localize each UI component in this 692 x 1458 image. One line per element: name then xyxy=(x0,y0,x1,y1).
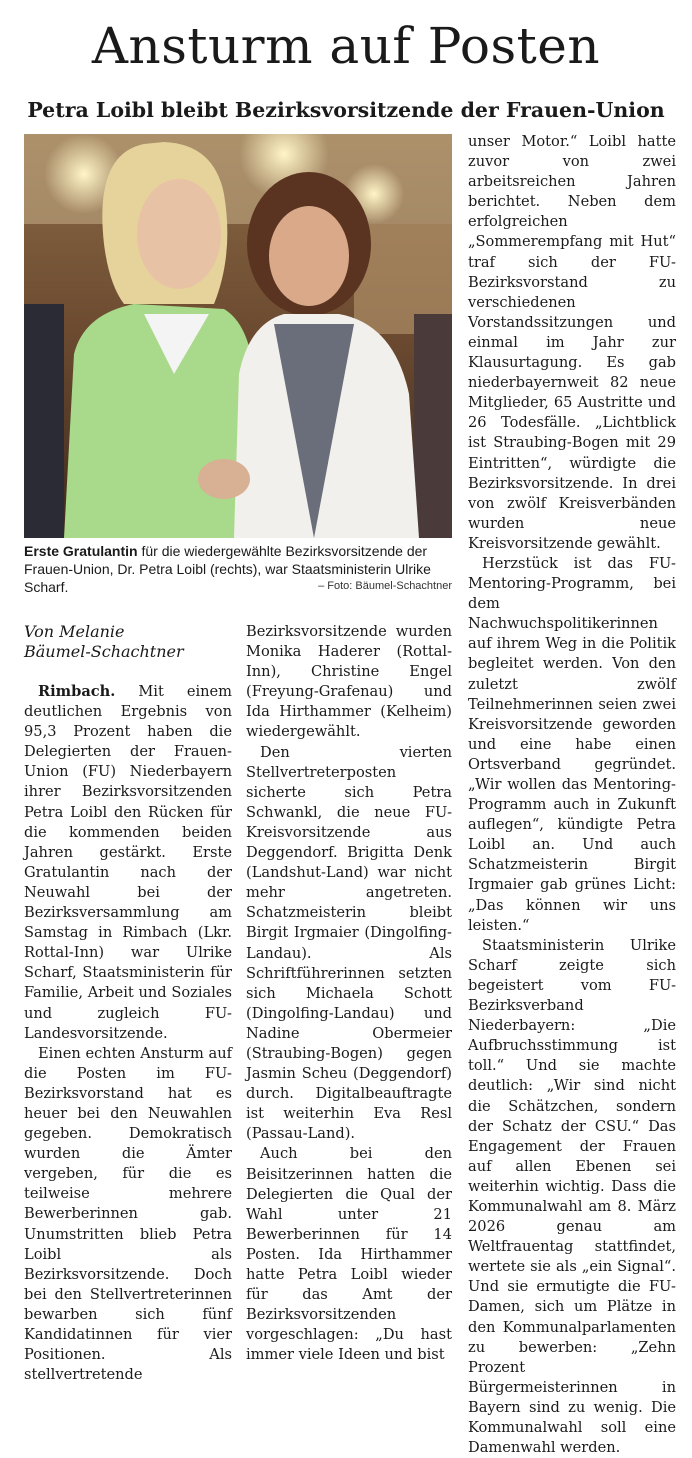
article-paragraph-6: unser Motor.“ Loibl hatte zuvor von zwei arbeitsreichen Jahren berichtet. Neben dem erfolgreichen „Sommerempfang mit Hut“ traf sich der FU-Bezirksvorstand zu verschiedenen Vorstandssitzungen und einmal im Jahr zur Klausurtagung. Es gab niederbayernweit 82 neue Mitglieder, 65 Austritte und 26 Todesfälle. „Lichtblick ist Straubing-Bogen mit 29 Eintritten“, würdigte die Bezirksvorsitzende. In drei von zwölf Kreisverbänden wurden neue Kreisvorsitzende gewählt. xyxy=(468,133,676,552)
paragraph-1-text: Mit einem deutlichen Ergebnis von 95,3 Prozent haben die Delegierten der Frauen-Union (FU) Niederbayern ihrer Bezirksvorsitzenden Petra Loibl den Rücken für die kommenden beiden Jahren gestärkt. Erste Gratulantin nach der Neuwahl bei der Bezirksversammlung am Samstag in Rimbach (Lkr. Rottal-Inn) war Ulrike Scharf, Staatsministerin für Familie, Arbeit und Soziales und zugleich FU-Landesvorsitzende. xyxy=(24,683,232,1042)
caption-text: für die wiedergewählte Bezirksvorsitzende der Frauen-Union, Dr. Petra Loibl (rechts), war Staatsministerin Ulrike Scharf. xyxy=(24,543,431,595)
article-column-3 xyxy=(468,132,676,1458)
article-paragraph-4: Den vierten Stellvertreterposten sicherte sich Petra Schwankl, die neue FU-Kreisvorsitzende aus Deggendorf. Brigitta Denk (Landshut-Land) war nicht mehr angetreten. Schatzmeisterin bleibt Birgit Irgmaier (Dingolfing-Landau). Als Schriftführerinnen setzten sich Michaela Schott (Dingolfing-Landau) und Nadine Obermeier (Straubing-Bogen) gegen Jasmin Scheu (Deggendorf) durch. Digitalbeauftragte ist weiterhin Eva Resl (Passau-Land). xyxy=(246,743,452,1143)
subheadline: Petra Loibl bleibt Bezirksvorsitzende der Frauen-Union xyxy=(27,98,665,122)
article-paragraph-5: Auch bei den Beisitzerinnen hatten die Delegierten die Qual der Wahl unter 21 Bewerberinnen für 14 Posten. Ida Hirthammer hatte Petra Loibl wieder für das Amt der Bezirksvorsitzenden vorgeschlagen: „Du hast immer viele Ideen und bist xyxy=(246,1145,452,1364)
article-paragraph-8: Staatsministerin Ulrike Scharf zeigte sich begeistert vom FU-Bezirksverband Niederbayern: „Die Aufbruchsstimmung ist toll.“ Und sie machte deutlich: „Wir sind nicht die Schätzchen, sondern der Schatz der CSU.“ Das Engagement der Frauen auf allen Ebenen sei weiterhin wichtig. Dass die Kommunalwahl am 8. März 2026 genau am Weltfrauentag stattfindet, wertete sie als „ein Signal“. Und sie ermutigte die FU-Damen, sich um Plätze in den Kommunalparlamenten zu bewerben: „Zehn Prozent Bürgermeisterinnen in Bayern sind zu wenig. Die Kommunalwahl soll eine Damenwahl werden. xyxy=(468,936,676,1457)
article-paragraph-1 xyxy=(24,682,232,1044)
article-column-1 xyxy=(24,682,232,1385)
photo-credit: – Foto: Bäumel-Schachtner xyxy=(318,580,452,592)
byline-line-1: Von Melanie xyxy=(24,622,125,641)
caption-lead: Erste Gratulantin xyxy=(24,543,138,559)
byline xyxy=(24,622,224,662)
article-paragraph-2: Einen echten Ansturm auf die Posten im FU-Bezirksvorstand hat es heuer bei den Neuwahlen gegeben. Demokratisch wurden die Ämter vergeben, für die es teilweise mehrere Bewerberinnen gab. Unumstritten blieb Petra Loibl als Bezirksvorsitzende. Doch bei den Stellvertreterinnen bewarben sich fünf Kandidatinnen für vier Positionen. Als stellvertretende xyxy=(24,1044,232,1384)
article-photo xyxy=(24,134,452,538)
photo-two-women-illustration xyxy=(24,134,452,538)
article-column-2 xyxy=(246,622,452,1365)
article-paragraph-7: Herzstück ist das FU-Mentoring-Programm, bei dem Nachwuchspolitikerinnen auf ihrem Weg in die Politik begleitet werden. Von den zuletzt zwölf Teilnehmerinnen seien zwei Kreisvorsitzende geworden und eine habe einen Ortsverband gegründet. „Wir wollen das Mentoring-Programm auch in Zukunft auflegen“, kündigte Petra Loibl an. Und auch Schatzmeisterin Birgit Irgmaier gab grünes Licht: „Das können wir uns leisten.“ xyxy=(468,554,676,934)
headline: Ansturm auf Posten xyxy=(91,17,601,75)
byline-line-2: Bäumel-Schachtner xyxy=(24,642,184,661)
article-paragraph-3: Bezirksvorsitzende wurden Monika Haderer (Rottal-Inn), Christine Engel (Freyung-Grafenau) und Ida Hirthammer (Kelheim) wiedergewählt. xyxy=(246,623,452,741)
dateline: Rimbach. xyxy=(38,683,116,700)
